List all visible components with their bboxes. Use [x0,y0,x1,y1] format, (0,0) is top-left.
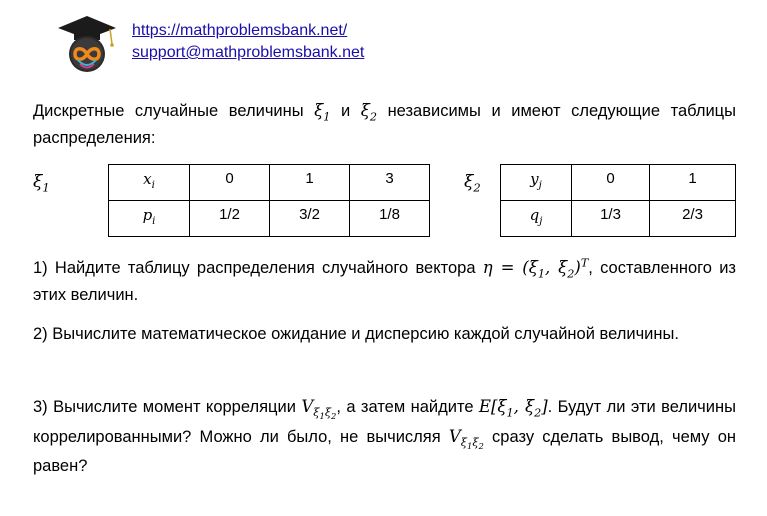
table-cell: 2/3 [650,201,736,237]
task-2 [33,321,736,348]
task1-text-a: 1) Найдите таблицу распределения случайного вектора [33,259,483,277]
task2-text: 2) Вычислите математическое ожидание и дисперсию каждой случайной величины. [33,325,679,343]
table-cell: 0 [572,165,650,201]
table-cell: 1/8 [350,201,430,237]
xi2-symbol: $\xi_2$ [360,101,377,124]
distribution-table-2 [500,164,736,237]
table-cell: 1/3 [572,201,650,237]
table-row [109,165,430,201]
table-header-cell: $x_i$ [109,165,190,201]
table-cell: 1/2 [190,201,270,237]
task3-text-d: сразу сделать вывод, чему он равен? [33,428,736,475]
table-row [501,201,736,237]
table-row [501,165,736,201]
table-header-cell: $q_j$ [501,201,572,237]
xi1-symbol: $\xi_1$ [314,101,331,124]
task-3 [33,392,736,481]
table-cell: 1 [650,165,736,201]
covariance-symbol: $V_{\xi_1\xi_2}$ [301,397,337,422]
task1-text-b: , составленного из этих величин. [33,259,736,304]
table-cell: 3 [350,165,430,201]
table-cell: 1 [270,165,350,201]
table2-label: $\xi_2$ [464,172,481,195]
table-cell: 0 [190,165,270,201]
intro-text-a: Дискретные случайные величины [33,102,315,120]
site-link[interactable]: https://mathproblemsbank.net/ [132,22,348,39]
table-header-cell: $y_j$ [501,165,572,201]
task3-text-a: 3) Вычислите момент корреляции [33,398,302,416]
covariance-symbol-2: $V_{\xi_1\xi_2}$ [448,427,484,452]
expectation-formula: $E[\xi_1$, $\xi_2$] [478,397,548,420]
distribution-table-1 [108,164,430,237]
intro-paragraph [33,97,736,152]
table-cell: 3/2 [270,201,350,237]
task3-text-c: . Будут ли эти величины коррелированными? Можно ли было, не вычисляя [33,398,736,446]
intro-and: и [330,102,361,120]
table-header-cell: $p_i$ [109,201,190,237]
support-email-link[interactable]: support@mathproblemsbank.net [132,44,365,61]
eta-formula: $\eta = (\xi_1$, $\xi_2)^T$ [482,256,589,281]
intro-text-b: независимы и имеют следующие таблицы распределения: [33,102,736,147]
site-logo-icon [56,14,118,74]
task-1 [33,254,736,309]
table1-label: $\xi_1$ [33,172,50,195]
table-row [109,201,430,237]
task3-text-b: , а затем найдите [336,398,479,416]
header-links [132,20,364,64]
